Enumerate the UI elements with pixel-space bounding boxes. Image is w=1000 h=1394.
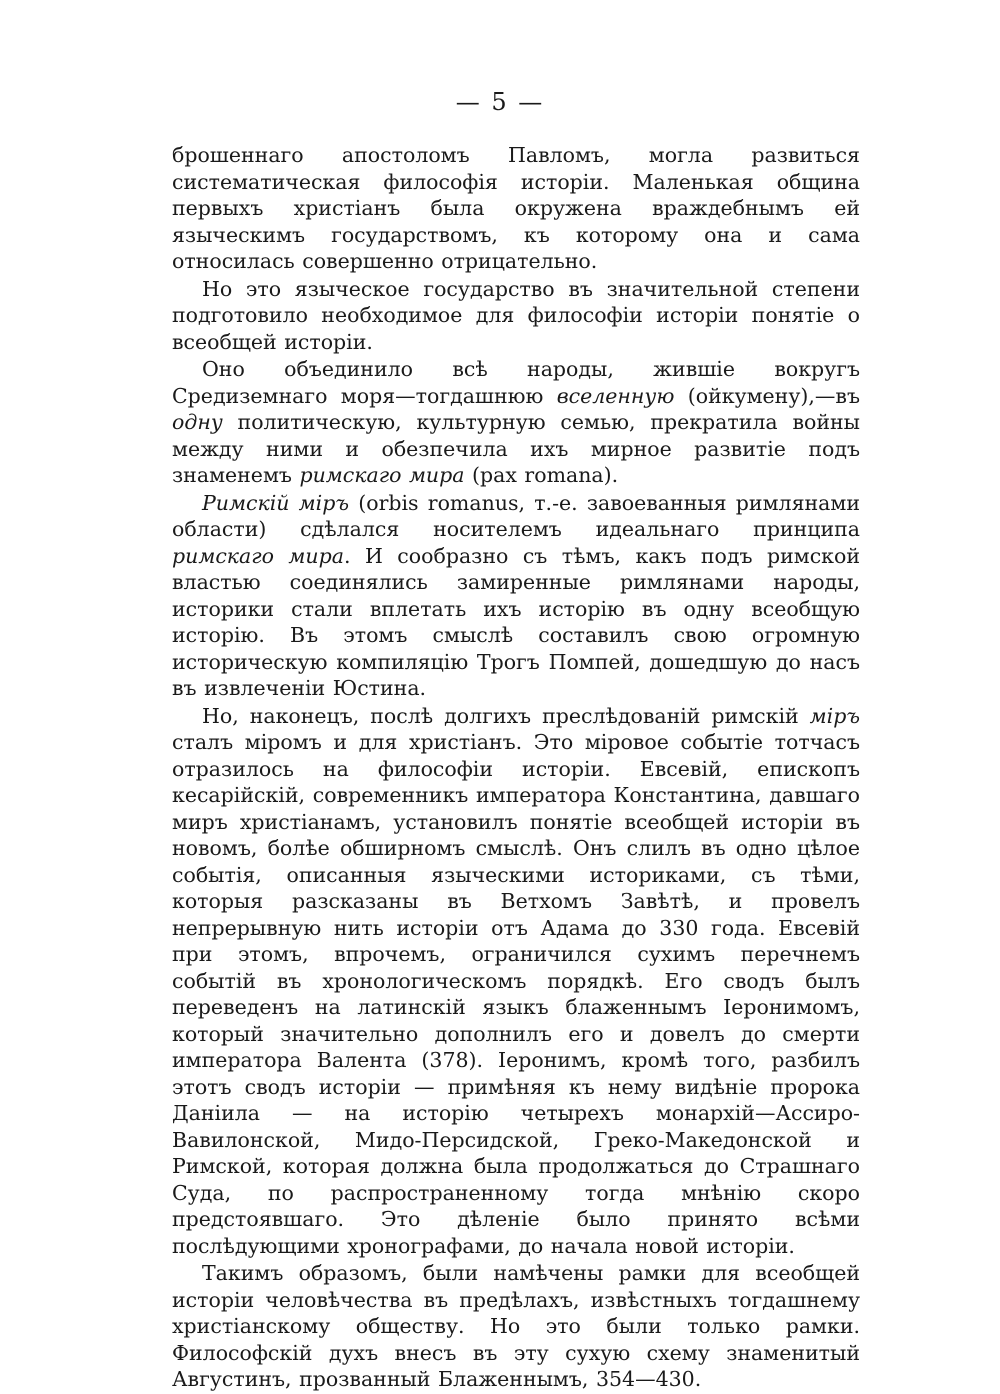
paragraph-3-text-2: (ойкумену),—въ xyxy=(674,383,861,408)
paragraph-2: Но это языческое государство въ значительной степени подготовило необходимое для философіи исторіи понятіе о всеобщей исторіи. xyxy=(172,276,860,354)
paragraph-3-emphasis-2: одну xyxy=(172,410,223,434)
paragraph-4-emphasis-1: Римскій міръ xyxy=(202,490,350,515)
paragraph-5-text-2: сталъ міромъ и для христіанъ. Это міровое событіе тотчасъ отразилось на философіи исторіи. Евсевій, епископъ кесарійскій, современникъ императора Константина, давшаго миръ христіанамъ, установилъ понятіе всеобщей исторіи въ новомъ, болѣе обширномъ смыслѣ. Онъ слилъ въ одно цѣлое событія, описанныя языческими историками, съ тѣми, которыя разсказаны въ Ветхомъ Завѣтѣ, и провелъ непрерывную нить исторіи отъ Адама до 330 года. Евсевій при этомъ, впрочемъ, ограничился сухимъ перечнемъ событій въ хронологическомъ порядкѣ. Его сводъ былъ переведенъ на латинскій языкъ блаженнымъ Іеронимомъ, который значительно дополнилъ его и довелъ до смерти императора Валента (378). Іеронимъ, кромѣ того, разбилъ этотъ сводъ исторіи — примѣняя къ нему видѣніе пророка Даніила — на исторію четырехъ монархій—Ассиро-Вавилонской, Мидо-Персидской, Греко-Македонской и Римской, которая должна была продолжаться до Страшнаго Суда, по распространенному тогда мнѣнію скоро предстоявшаго. Это дѣленіе было принято всѣми послѣдующими хронографами, до начала новой исторіи. xyxy=(172,730,860,1258)
paragraph-4-emphasis-2: римскаго мира xyxy=(172,543,344,568)
paragraph-3-emphasis-3: римскаго мира xyxy=(299,463,465,487)
paragraph-3-text-3: политическую, культурную семью, прекратила войны между ними и обезпечила ихъ мирное развитіе подъ знаменемъ xyxy=(172,410,860,487)
page-number: — 5 — xyxy=(455,88,545,116)
paragraph-4-text-1: (orbis romanus, т.-е. завоеванныя римлянами области) сдѣлался носителемъ идеальнаго принципа xyxy=(172,490,860,541)
paragraph-3-text-1: Оно объединило всѣ народы, жившіе вокругъ Средиземнаго моря—тогдашнюю xyxy=(172,357,860,408)
paragraph-5-text-1: Но, наконецъ, послѣ долгихъ преслѣдованій римскій xyxy=(202,703,810,728)
paragraph-5 xyxy=(172,703,860,1260)
paragraph-3-emphasis-1: вселенную xyxy=(556,383,675,408)
body-text xyxy=(172,142,860,1394)
paragraph-3-text-4: (pax romana). xyxy=(464,463,619,487)
paragraph-1: брошеннаго апостоломъ Павломъ, могла развиться систематическая философія исторіи. Маленькая община первыхъ христіанъ была окружена враждебнымъ ей языческимъ государствомъ, къ которому она и сама относилась совершенно отрицательно. xyxy=(172,143,860,273)
paragraph-4 xyxy=(172,490,860,702)
paragraph-6: Такимъ образомъ, были намѣчены рамки для всеобщей исторіи человѣчества въ предѣлахъ, извѣстныхъ тогдашнему христіанскому обществу. Но это были только рамки. Философскій духъ внесъ въ эту сухую схему знаменитый Августинъ, прозванный Блаженнымъ, 354—430. xyxy=(172,1261,860,1391)
paragraph-3 xyxy=(172,356,860,489)
paragraph-5-emphasis-1: міръ xyxy=(809,703,860,728)
paragraph-4-text-2: . И сообразно съ тѣмъ, какъ подъ римской властью соединялись замиренные римлянами народы, историки стали вплетать ихъ исторію въ одну всеобщую исторію. Въ этомъ смыслѣ составилъ свою огромную историческую компиляцію Трогъ Помпей, дошедшую до насъ въ извлеченіи Юстина. xyxy=(172,543,860,700)
